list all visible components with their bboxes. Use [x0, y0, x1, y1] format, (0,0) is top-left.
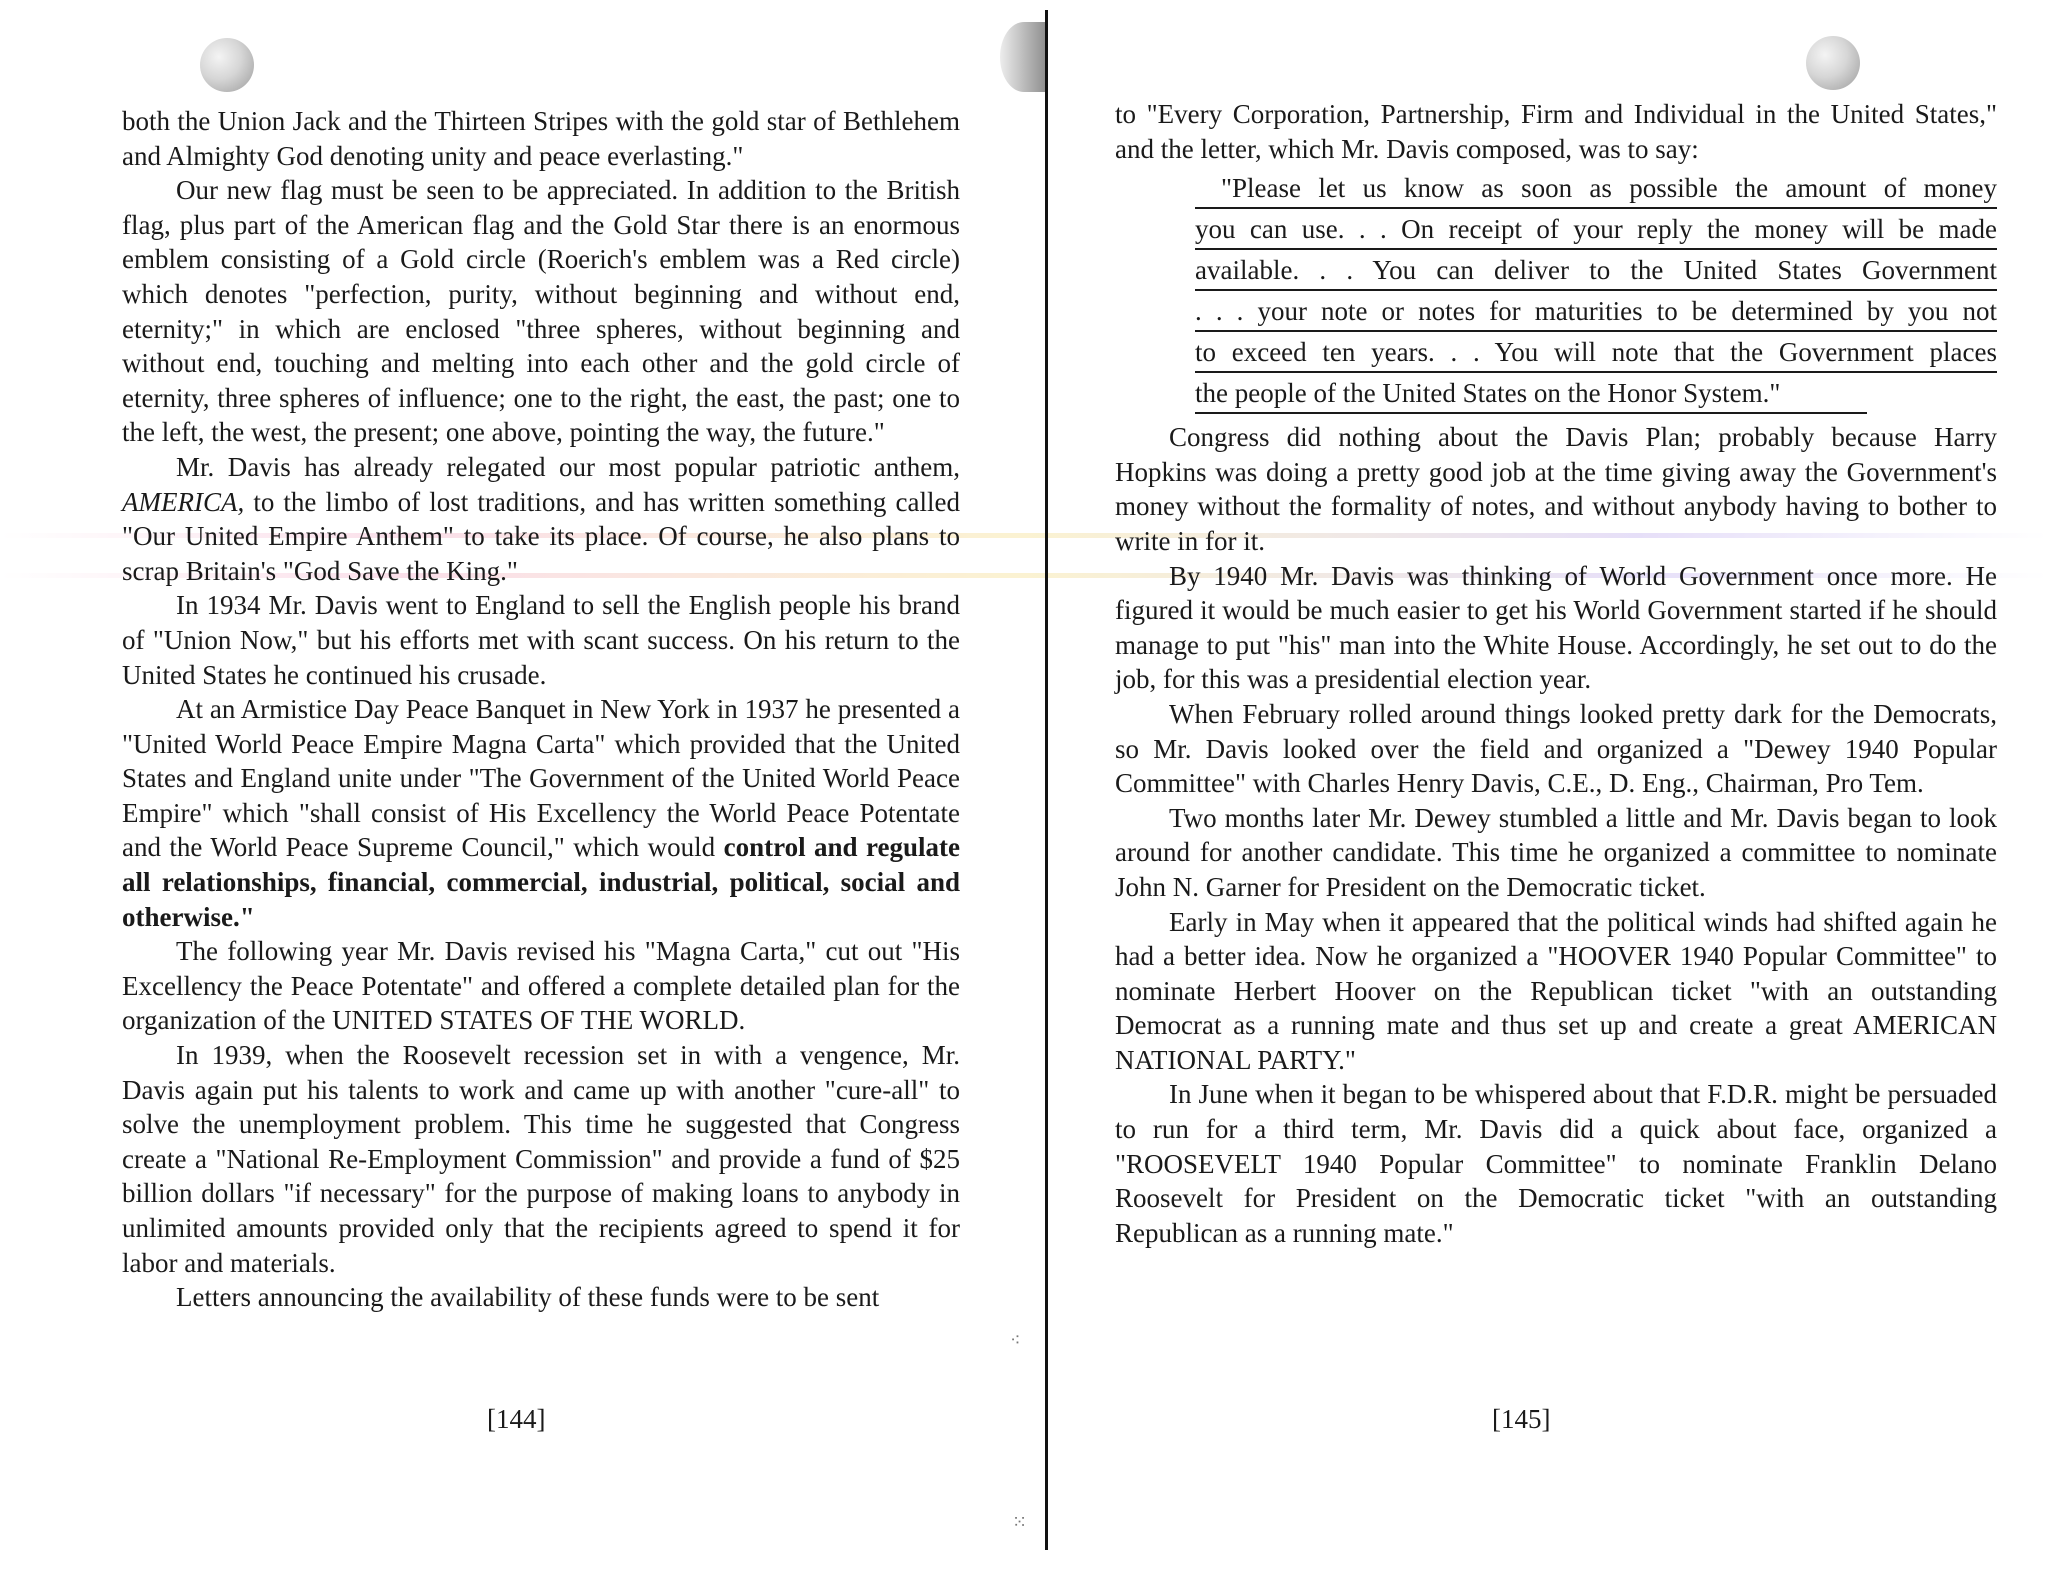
paragraph: both the Union Jack and the Thirteen Stripes with the gold star of Bethlehem and Almighty God denoting unity and peace everlasting."	[122, 106, 960, 171]
paragraph: When February rolled around things looked pretty dark for the Democrats, so Mr. Davis looked over the field and organized a "Dewey 1940 Popular Committee" with Charles Henry Davis, C.E., D. Eng., Chairman, Pro Tem.	[1115, 698, 1997, 799]
left-page-text	[122, 104, 960, 1315]
paragraph: Congress did nothing about the Davis Plan; probably because Harry Hopkins was doing a pretty good job at the time giving away the Government's money without the formality of notes, and without anybody having to bother to write in for it.	[1115, 422, 1997, 556]
paragraph: Letters announcing the availability of these funds were to be sent	[176, 1282, 880, 1313]
paragraph: to "Every Corporation, Partnership, Firm and Individual in the United States," and the letter, which Mr. Davis composed, was to say:	[1115, 99, 1997, 164]
anthem-title: AMERICA,	[122, 486, 245, 517]
quote-line: you can use. . . On receipt of your reply the money will be made	[1195, 209, 1997, 250]
text-run: to the limbo of lost traditions, and has written something called "Our United Empire Anthem" to take its place. Of course, he also plans to scrap Britain's "God Save the King."	[122, 486, 960, 586]
paragraph: In 1939, when the Roosevelt recession set in with a vengence, Mr. Davis again put his talents to work and came up with another "cure-all" to solve the unemployment problem. This time he suggested that Congress create a "National Re-Employment Commission" and provide a fund of $25 billion dollars "if necessary" for the purpose of making loans to anybody in unlimited amounts provided only that the recipients agreed to spend it for labor and materials.	[122, 1040, 960, 1278]
quote-line: the people of the United States on the Honor System."	[1195, 373, 1867, 414]
punch-hole-icon	[200, 38, 254, 92]
paragraph	[122, 692, 960, 934]
paragraph: By 1940 Mr. Davis was thinking of World Government once more. He figured it would be much easier to get his World Government started if he should manage to put "his" man into the White House. Accordingly, he set out to do the job, for this was a presidential election year.	[1115, 560, 1997, 695]
punch-hole-icon	[1806, 36, 1860, 90]
paragraph: In June when it began to be whispered about that F.D.R. might be persuaded to run for a third term, Mr. Davis did a quick about face, organized a "ROOSEVELT 1940 Popular Committee" to nominate Franklin Delano Roosevelt for President on the Democratic ticket "with an outstanding Republican as a running mate."	[1115, 1079, 1997, 1248]
bold-text-run: control and regulate all relationships, financial, commercial, industrial, political, social and otherwise."	[122, 832, 960, 932]
paragraph: Early in May when it appeared that the political winds had shifted again he had a better idea. Now he organized a "HOOVER 1940 Popular Committee" to nominate Herbert Hoover on the Republican ticket "with an outstanding Democrat as a running mate and thus set up and create a great AMERICAN NATIONAL PARTY."	[1115, 906, 1997, 1075]
paragraph: Two months later Mr. Dewey stumbled a little and Mr. Davis began to look around for another candidate. This time he organized a committee to nominate John N. Garner for President on the Democratic ticket.	[1115, 802, 1997, 902]
text-run: Mr. Davis has already relegated our most popular patriotic anthem,	[176, 451, 960, 482]
gutter-shadow	[1000, 22, 1048, 92]
paragraph	[122, 450, 960, 588]
paragraph: Our new flag must be seen to be appreciated. In addition to the British flag, plus part of the American flag and the Gold Star there is an enormous emblem consisting of a Gold circle (Roerich's emblem was a Red circle) which denotes "perfection, purity, without beginning and without end, eternity;" in which are enclosed "three spheres, without beginning and without end, touching and melting into each other and the gold circle of eternity, three spheres of influence; one to the right, the east, the past; one to the left, the west, the present; one above, pointing the way, the future."	[122, 175, 960, 448]
page-number: [144]	[487, 1404, 546, 1434]
page-number: [145]	[1492, 1404, 1551, 1434]
text-run: At an Armistice Day Peace Banquet in New York in 1937 he presented a "United World Peace Empire Magna Carta" which provided that the United States and England unite under "The Government of the United World Peace Empire" which "shall consist of His Excellency the World Peace Potentate and the World Peace Supreme Council," which would	[122, 694, 960, 863]
quote-line: "Please let us know as soon as possible the amount of money	[1195, 168, 1997, 209]
paragraph: In 1934 Mr. Davis went to England to sell the English people his brand of "Union Now," but his efforts met with scant success. On his return to the United States he continued his crusade.	[122, 590, 960, 690]
quote-line: . . . your note or notes for maturities to be determined by you not	[1195, 291, 1997, 332]
scan-speck: ⁙	[1012, 1512, 1028, 1532]
letter-quote	[1195, 168, 1997, 414]
quote-line: available. . . You can deliver to the United States Government	[1195, 250, 1997, 291]
scan-speck: ⁖	[1010, 1330, 1021, 1350]
right-page-text	[1115, 97, 1997, 1250]
quote-line: to exceed ten years. . . You will note that the Government places	[1195, 332, 1997, 373]
paragraph: The following year Mr. Davis revised his "Magna Carta," cut out "His Excellency the Peace Potentate" and offered a complete detailed plan for the organization of the UNITED STATES OF THE WORLD.	[122, 936, 960, 1036]
right-page	[1045, 0, 2048, 1576]
